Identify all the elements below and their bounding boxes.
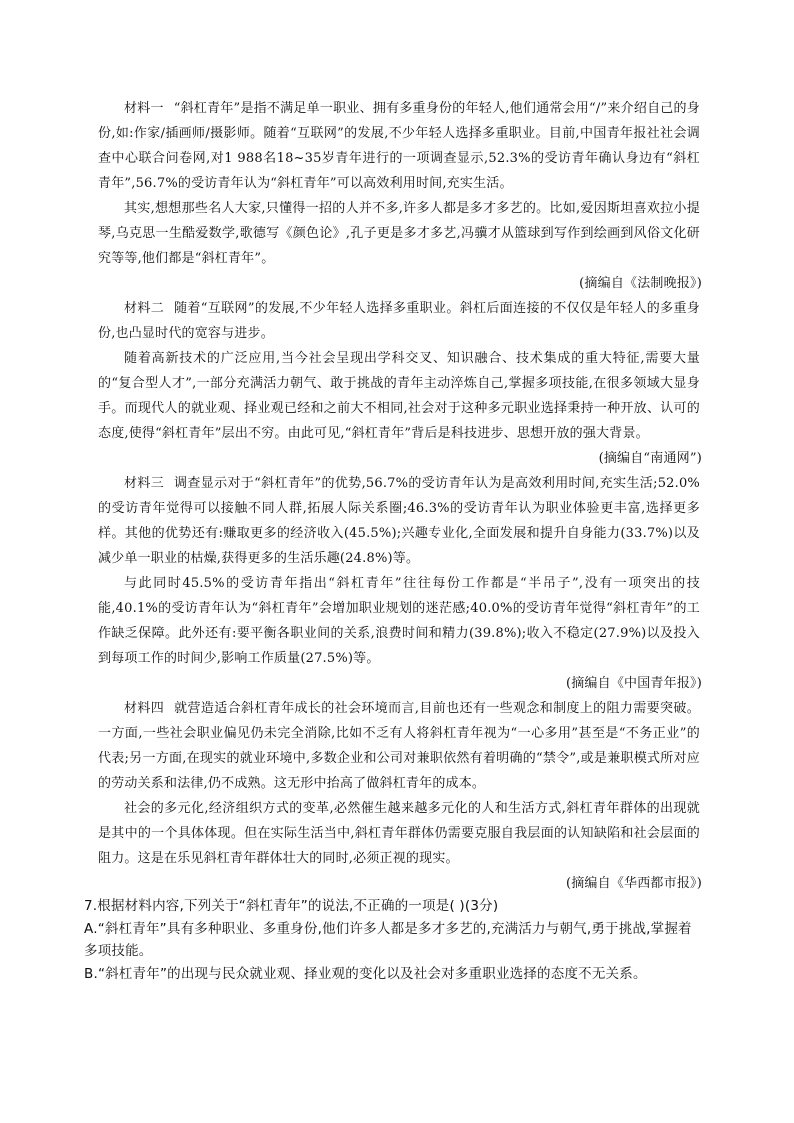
material-2-source: (摘编自“南通网”) bbox=[598, 451, 702, 466]
material-4-paragraph-1 bbox=[98, 696, 700, 796]
option-a[interactable]: A.“斜杠青年”具有多种职业、多重身份,他们许多人都是多才多艺的,充满活力与朝气,勇于挑战,掌握着多项技能。 bbox=[84, 920, 692, 959]
material-3-paragraph-2: 与此同时45.5%的受访青年指出“斜杠青年”往往每份工作都是“半吊子”,没有一项突出的技能,40.1%的受访青年认为“斜杠青年”会增加职业规划的迷茫感;40.0%的受访青年觉得“斜杠青年”的工作缺乏保障。此外还有:要平衡各职业间的关系,浪费时间和精力(39.8%);收入不稳定(27.9%)以及投入到每项工作的时间少,影响工作质量(27.5%)等。 bbox=[98, 576, 700, 666]
question-stem: 7.根据材料内容,下列关于“斜杠青年”的说法,不正确的一项是( )(3分) bbox=[84, 898, 499, 914]
material-4-label: 材料四 bbox=[124, 701, 165, 716]
material-4-source: (摘编自《华西都市报》) bbox=[565, 876, 702, 891]
material-3-source: (摘编自《中国青年报》) bbox=[565, 676, 702, 691]
material-2-text-1: 随着“互联网”的发展,不少年轻人选择多重职业。斜杠后面连接的不仅仅是年轻人的多重身份,也凸显时代的宽容与进步。 bbox=[98, 301, 700, 341]
material-1-source: (摘编自《法制晚报》) bbox=[579, 276, 702, 291]
material-3-label: 材料三 bbox=[124, 476, 165, 491]
material-1-label: 材料一 bbox=[124, 101, 164, 116]
material-1-text-1: “斜杠青年”是指不满足单一职业、拥有多重身份的年轻人,他们通常会用“/”来介绍自己的身份,如:作家/插画师/摄影师。随着“互联网”的发展,不少年轻人选择多重职业。目前,中国青年报社社会调查中心联合问卷网,对1 988名18~35岁青年进行的一项调查显示,52.3%的受访青年确认身边有“斜杠青年”,56.7%的受访青年认为“斜杠青年”可以高效利用时间,充实生活。 bbox=[98, 101, 700, 191]
question-7 bbox=[84, 895, 704, 985]
reading-materials bbox=[98, 96, 700, 896]
option-b[interactable]: B.“斜杠青年”的出现与民众就业观、择业观的变化以及社会对多重职业选择的态度不无关系。 bbox=[84, 965, 647, 982]
material-1-paragraph-1 bbox=[98, 96, 700, 196]
material-3-paragraph-1 bbox=[98, 471, 700, 571]
material-2-paragraph-1 bbox=[98, 296, 700, 346]
material-2-paragraph-2: 随着高新技术的广泛应用,当今社会呈现出学科交叉、知识融合、技术集成的重大特征,需要大量的“复合型人才”,一部分充满活力朝气、敢于挑战的青年主动淬炼自己,掌握多项技能,在很多领域大显身手。而现代人的就业观、择业观已经和之前大不相同,社会对于这种多元职业选择秉持一种开放、认可的态度,使得“斜杠青年”层出不穷。由此可见,“斜杠青年”背后是科技进步、思想开放的强大背景。 bbox=[98, 351, 700, 441]
material-4-text-1: 就营造适合斜杠青年成长的社会环境而言,目前也还有一些观念和制度上的阻力需要突破。一方面,一些社会职业偏见仍未完全消除,比如不乏有人将斜杠青年视为“一心多用”甚至是“不务正业”的代表;另一方面,在现实的就业环境中,多数企业和公司对兼职依然有着明确的“禁令”,或是兼职模式所对应的劳动关系和法律,仍不成熟。这无形中抬高了做斜杠青年的成本。 bbox=[98, 701, 700, 791]
material-4-paragraph-2: 社会的多元化,经济组织方式的变革,必然催生越来越多元化的人和生活方式,斜杠青年群体的出现就是其中的一个具体体现。但在实际生活当中,斜杠青年群体仍需要克服自我层面的认知缺陷和社会层面的阻力。这是在乐见斜杠青年群体壮大的同时,必须正视的现实。 bbox=[98, 801, 700, 866]
material-2-label: 材料二 bbox=[124, 301, 165, 316]
material-1-paragraph-2: 其实,想想那些名人大家,只懂得一招的人并不多,许多人都是多才多艺的。比如,爱因斯坦喜欢拉小提琴,乌克思一生酷爱数学,歌德写《颜色论》,孔子更是多才多艺,冯骥才从篮球到写作到绘画到风俗文化研究等等,他们都是“斜杠青年”。 bbox=[98, 201, 700, 266]
material-3-text-1: 调查显示对于“斜杠青年”的优势,56.7%的受访青年认为是高效利用时间,充实生活;52.0%的受访青年觉得可以接触不同人群,拓展人际关系圈;46.3%的受访青年认为职业体验更丰富,选择更多样。其他的优势还有:赚取更多的经济收入(45.5%);兴趣专业化,全面发展和提升自身能力(33.7%)以及减少单一职业的枯燥,获得更多的生活乐趣(24.8%)等。 bbox=[98, 476, 700, 566]
